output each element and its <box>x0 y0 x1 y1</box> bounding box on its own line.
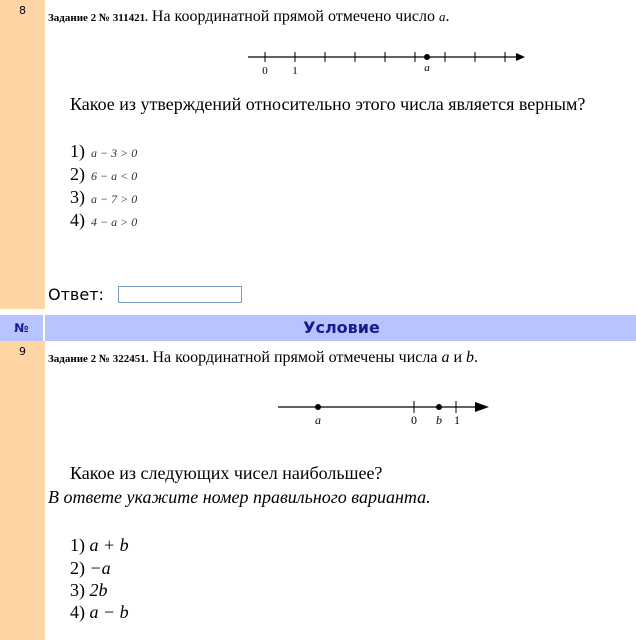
option-expression: 4 − a > 0 <box>91 215 138 229</box>
problem-number-column <box>0 341 45 640</box>
number-line-8 <box>244 46 534 76</box>
problem-statement <box>48 349 478 367</box>
statement-var-a: a <box>441 349 450 366</box>
option-expression: a − b <box>89 602 129 622</box>
option-4 <box>70 210 137 231</box>
option-expression: 2b <box>89 580 108 600</box>
option-expression: a + b <box>89 535 129 555</box>
option-number: 3) <box>70 187 85 207</box>
option-expression: a − 3 > 0 <box>91 146 138 160</box>
option-2 <box>70 164 137 185</box>
option-3 <box>70 187 137 208</box>
option-expression: −a <box>89 558 111 578</box>
option-number: 4) <box>70 210 85 230</box>
option-number: 2) <box>70 164 85 184</box>
label-b: b <box>436 413 442 427</box>
question-text: Какое из следующих чисел наибольшее? <box>70 463 383 483</box>
option-number: 1) <box>70 535 85 555</box>
problem-title: Задание 2 № 322451. <box>48 353 149 365</box>
answer-label: Ответ: <box>48 285 104 304</box>
number-line-9 <box>275 396 495 430</box>
label-one: 1 <box>292 65 298 76</box>
label-a: a <box>424 62 430 74</box>
point-a <box>315 404 321 410</box>
instruction-text: В ответе укажите номер правильного варианта. <box>48 487 431 507</box>
table-header <box>0 315 636 341</box>
statement-conj: и <box>453 349 462 366</box>
label-one: 1 <box>454 413 460 427</box>
statement-end: . <box>474 349 478 366</box>
option-number: 4) <box>70 602 85 622</box>
option-number: 1) <box>70 141 85 161</box>
option-2 <box>70 558 111 579</box>
problem-number-column <box>0 0 45 309</box>
problem-number: 9 <box>19 345 26 358</box>
option-number: 3) <box>70 580 85 600</box>
statement-end: . <box>445 8 450 25</box>
statement-text: На координатной прямой отмечено число <box>151 8 435 25</box>
option-3 <box>70 580 108 601</box>
option-1 <box>70 141 137 162</box>
option-expression: 6 − a < 0 <box>91 169 138 183</box>
problem-title: Задание 2 № 311421. <box>48 12 148 24</box>
problem-statement <box>48 8 450 26</box>
number-line-arrow <box>475 402 489 412</box>
option-number: 2) <box>70 558 85 578</box>
label-zero: 0 <box>262 65 268 76</box>
number-line-arrow <box>516 53 525 61</box>
header-number: № <box>0 315 45 341</box>
option-4 <box>70 602 129 623</box>
option-1 <box>70 535 129 556</box>
option-expression: a − 7 > 0 <box>91 192 138 206</box>
question-text: Какое из утверждений относительно этого числа является верным? <box>70 94 586 114</box>
statement-text: На координатной прямой отмечены числа <box>152 349 438 366</box>
label-a: a <box>315 413 321 427</box>
point-b <box>436 404 442 410</box>
statement-var-b: b <box>466 349 474 366</box>
answer-input[interactable] <box>118 286 242 303</box>
problem-number: 8 <box>19 4 26 17</box>
statement-variable: a <box>439 9 446 24</box>
point-a <box>424 54 430 60</box>
header-title: Условие <box>303 318 380 337</box>
label-zero: 0 <box>411 413 417 427</box>
